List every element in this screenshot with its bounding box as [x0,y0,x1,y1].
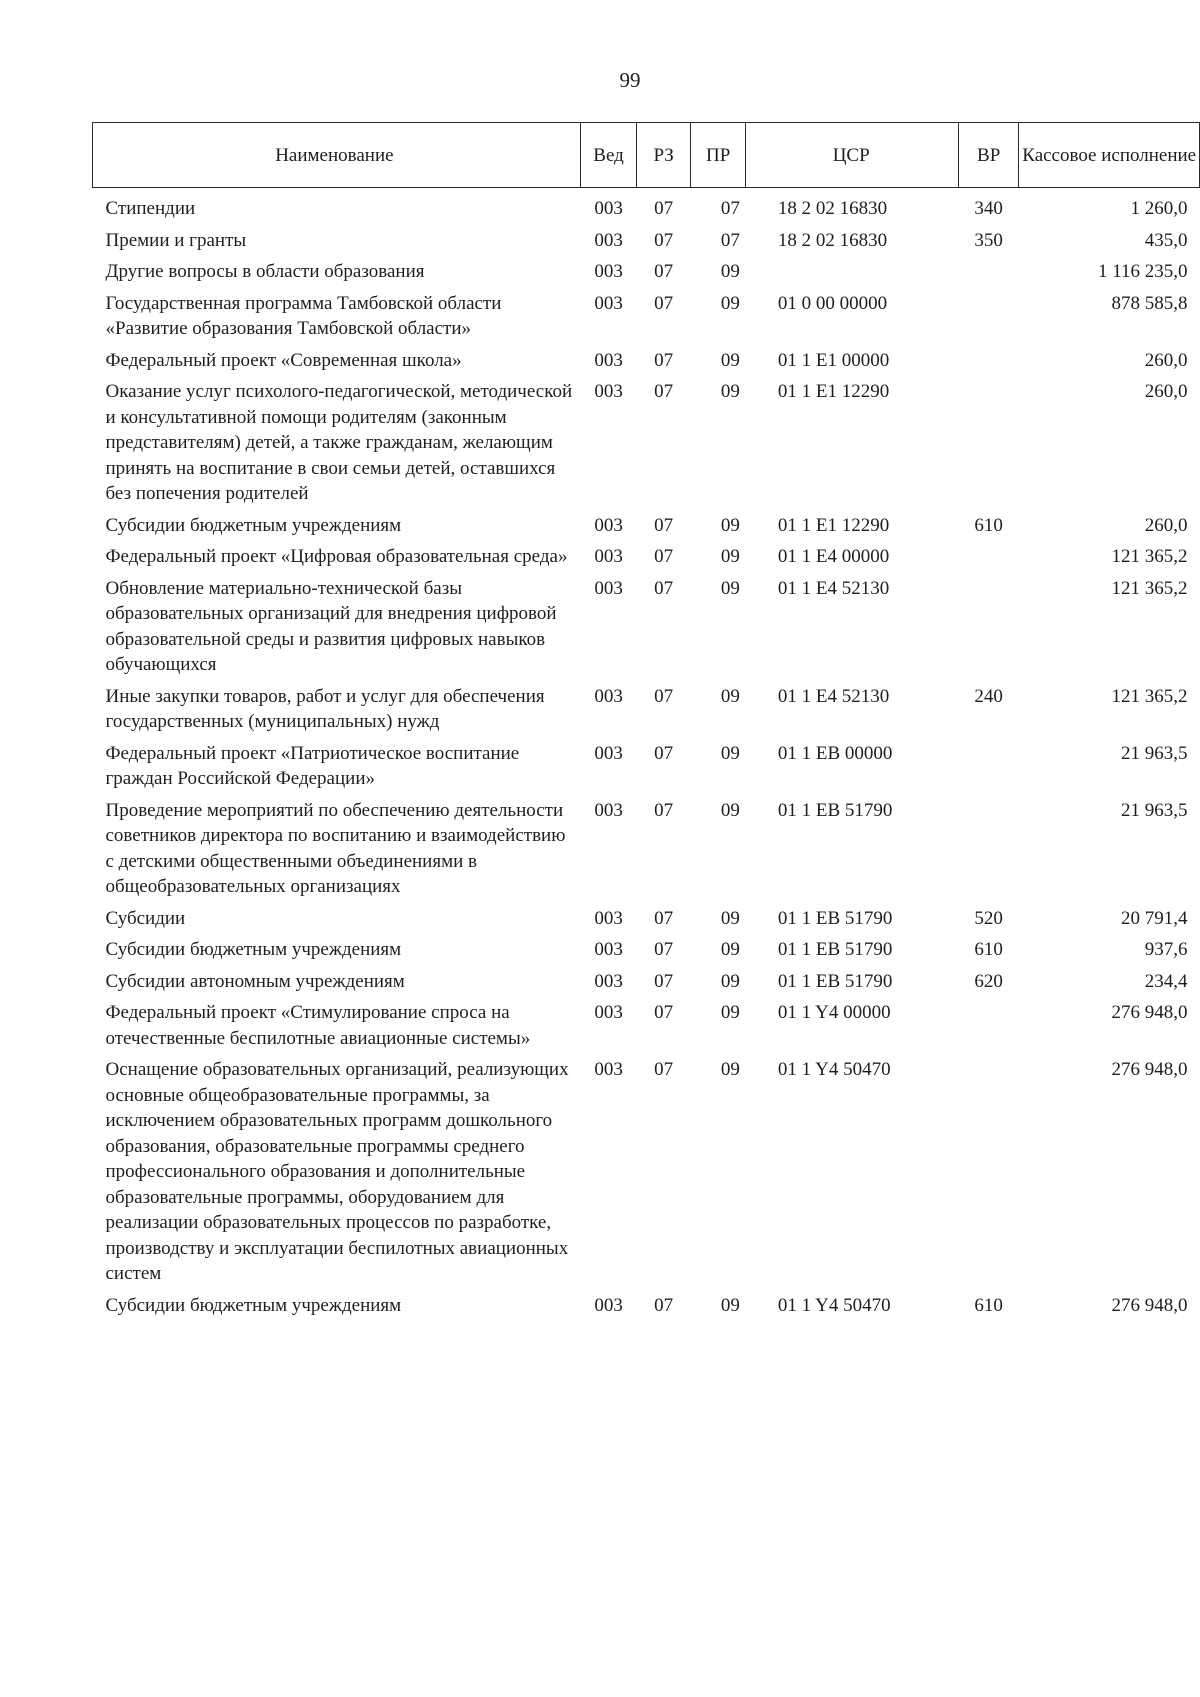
cell-vr: 610 [974,939,1003,960]
cell-amount: 276 948,0 [1111,1294,1188,1316]
table-row [93,937,1200,969]
cell-ved: 003 [594,381,623,402]
cell-pr: 09 [720,1059,740,1080]
cell-ved: 003 [594,349,623,371]
header-rz: РЗ [637,123,690,188]
cell-csr: 18 2 02 16830 [777,198,888,219]
table-row [93,906,1200,938]
cell-ved: 003 [594,907,623,929]
cell-vr: 610 [974,1294,1003,1316]
cell-ved: 003 [594,292,623,314]
cell-name: Иные закупки товаров, работ и услуг для обеспечения государственных (муниципальных) нужд [105,685,545,732]
header-ved: Вед [580,123,637,188]
cell-vr [958,1000,1018,1057]
cell-csr: 18 2 02 16830 [777,229,888,251]
cell-amount: 260,0 [1144,514,1188,536]
cell-rz: 07 [654,742,674,764]
cell-ved: 003 [594,1002,623,1023]
cell-amount: 121 365,2 [1111,685,1188,707]
cell-vr [958,741,1018,798]
cell-pr: 09 [720,970,740,992]
table-row [93,291,1200,348]
cell-rz: 07 [654,514,674,536]
cell-ved: 003 [594,799,623,821]
cell-name: Оказание услуг психолого-педагогической, методической и консультативной помощи родителям (законным представителям) детей, а также гражданам, желающим принять на воспитание в свои семьи детей, оставшихся без попечения родителей [105,381,573,504]
header-amount: Кассовое исполнение [1019,123,1200,188]
cell-csr: 01 1 Y4 50470 [777,1059,891,1080]
cell-amount: 121 365,2 [1111,546,1188,567]
cell-vr: 350 [974,229,1003,251]
cell-amount: 435,0 [1144,229,1188,251]
cell-csr: 01 1 EB 51790 [777,939,893,960]
cell-vr [958,798,1018,906]
cell-csr [746,259,959,291]
cell-pr: 09 [720,514,740,536]
cell-name: Федеральный проект «Стимулирование спроса на отечественные беспилотные авиационные системы» [105,1002,531,1049]
cell-rz: 07 [654,577,674,599]
cell-name: Субсидии бюджетным учреждениям [105,514,402,536]
cell-ved: 003 [594,546,623,567]
header-csr: ЦСР [746,123,959,188]
table-row [93,259,1200,291]
table-row [93,684,1200,741]
cell-rz: 07 [654,939,674,960]
cell-ved: 003 [594,1059,623,1080]
cell-amount: 937,6 [1144,939,1188,960]
cell-csr: 01 1 E4 52130 [777,685,890,707]
cell-amount: 234,4 [1144,970,1188,992]
cell-pr: 09 [720,907,740,929]
table-row [93,228,1200,260]
cell-amount: 21 963,5 [1121,799,1188,821]
cell-pr: 09 [720,742,740,764]
cell-ved: 003 [594,970,623,992]
cell-rz: 07 [654,292,674,314]
cell-name: Проведение мероприятий по обеспечению деятельности советников директора по воспитанию и взаимодействию с детскими общественными объединениями в общеобразовательных организациях [105,799,566,897]
cell-vr [958,259,1018,291]
cell-name: Премии и гранты [105,229,247,251]
cell-name: Субсидии бюджетным учреждениям [105,939,402,960]
cell-name: Обновление материально-технической базы образовательных организаций для внедрения цифровой образовательной среды и развития цифровых навыков обучающихся [105,577,557,675]
header-pr: ПР [690,123,746,188]
cell-pr: 09 [720,1294,740,1316]
cell-pr: 09 [720,381,740,402]
table-header-row [93,123,1200,188]
cell-amount: 260,0 [1144,349,1188,371]
cell-name: Другие вопросы в области образования [105,261,425,282]
cell-name: Государственная программа Тамбовской области «Развитие образования Тамбовской области» [105,292,502,339]
cell-pr: 07 [720,198,740,219]
budget-table [92,122,1200,1324]
table-row [93,544,1200,576]
cell-name: Субсидии [105,907,186,929]
cell-amount: 878 585,8 [1111,292,1188,314]
cell-amount: 21 963,5 [1121,742,1188,764]
cell-vr: 620 [974,970,1003,992]
cell-csr: 01 1 EB 00000 [777,742,893,764]
cell-ved: 003 [594,577,623,599]
cell-pr: 09 [720,1002,740,1023]
cell-amount: 121 365,2 [1111,577,1188,599]
cell-pr: 09 [720,261,740,282]
table-row [93,196,1200,228]
cell-csr: 01 0 00 00000 [777,292,888,314]
cell-ved: 003 [594,939,623,960]
cell-pr: 09 [720,292,740,314]
cell-ved: 003 [594,685,623,707]
cell-rz: 07 [654,381,674,402]
cell-pr: 09 [720,939,740,960]
cell-rz: 07 [654,685,674,707]
cell-rz: 07 [654,546,674,567]
cell-rz: 07 [654,1294,674,1316]
cell-rz: 07 [654,1059,674,1080]
cell-amount: 260,0 [1144,381,1188,402]
cell-name: Стипендии [105,198,196,219]
cell-rz: 07 [654,229,674,251]
table-row [93,969,1200,1001]
cell-vr [958,291,1018,348]
cell-pr: 07 [720,229,740,251]
table-row [93,379,1200,513]
cell-csr: 01 1 EB 51790 [777,970,893,992]
cell-rz: 07 [654,1002,674,1023]
cell-csr: 01 1 EB 51790 [777,907,893,929]
cell-rz: 07 [654,349,674,371]
cell-rz: 07 [654,970,674,992]
cell-rz: 07 [654,907,674,929]
page-number: 99 [619,68,641,92]
cell-csr: 01 1 Y4 50470 [777,1294,891,1316]
cell-name: Федеральный проект «Современная школа» [105,349,462,371]
cell-rz: 07 [654,261,674,282]
cell-vr [958,1057,1018,1293]
cell-ved: 003 [594,261,623,282]
cell-pr: 09 [720,685,740,707]
cell-rz: 07 [654,198,674,219]
cell-pr: 09 [720,799,740,821]
cell-amount: 276 948,0 [1111,1002,1188,1023]
cell-pr: 09 [720,577,740,599]
cell-name: Федеральный проект «Патриотическое воспитание граждан Российской Федерации» [105,742,520,789]
table-row [93,798,1200,906]
cell-amount: 20 791,4 [1121,907,1188,929]
table-row [93,741,1200,798]
cell-rz: 07 [654,799,674,821]
table-row [93,1293,1200,1325]
table-row [93,1000,1200,1057]
cell-ved: 003 [594,198,623,219]
cell-ved: 003 [594,229,623,251]
cell-ved: 003 [594,742,623,764]
cell-vr: 340 [974,198,1003,219]
header-vr: ВР [958,123,1018,188]
cell-name: Субсидии бюджетным учреждениям [105,1294,402,1316]
cell-csr: 01 1 E1 00000 [777,349,890,371]
cell-csr: 01 1 E1 12290 [777,381,890,402]
cell-name: Субсидии автономным учреждениям [105,970,405,992]
cell-csr: 01 1 E1 12290 [777,514,890,536]
cell-name: Оснащение образовательных организаций, реализующих основные общеобразовательные программы, за исключением образовательных программ дошкольного образования, образовательные программы среднего профессионального образования и дополнительные образовательные программы, оборудованием для реализации образовательных процессов по разработке, производству и эксплуатации беспилотных авиационных систем [105,1059,569,1284]
cell-csr: 01 1 E4 00000 [777,546,890,567]
cell-pr: 09 [720,546,740,567]
table-row [93,513,1200,545]
cell-vr: 520 [974,907,1003,929]
cell-vr [958,544,1018,576]
cell-vr: 240 [974,685,1003,707]
cell-name: Федеральный проект «Цифровая образовательная среда» [105,546,568,567]
header-name: Наименование [93,123,581,188]
cell-vr: 610 [974,514,1003,536]
table-row [93,576,1200,684]
table-row [93,1057,1200,1293]
table-body [93,196,1200,1324]
cell-amount: 1 116 235,0 [1097,261,1188,282]
cell-vr [958,348,1018,380]
cell-csr: 01 1 E4 52130 [777,577,890,599]
cell-ved: 003 [594,514,623,536]
cell-amount: 1 260,0 [1130,198,1188,219]
cell-ved: 003 [594,1294,623,1316]
cell-amount: 276 948,0 [1111,1059,1188,1080]
cell-vr [958,576,1018,684]
table-row [93,348,1200,380]
cell-pr: 09 [720,349,740,371]
cell-csr: 01 1 EB 51790 [777,799,893,821]
cell-vr [958,379,1018,513]
cell-csr: 01 1 Y4 00000 [777,1002,891,1023]
